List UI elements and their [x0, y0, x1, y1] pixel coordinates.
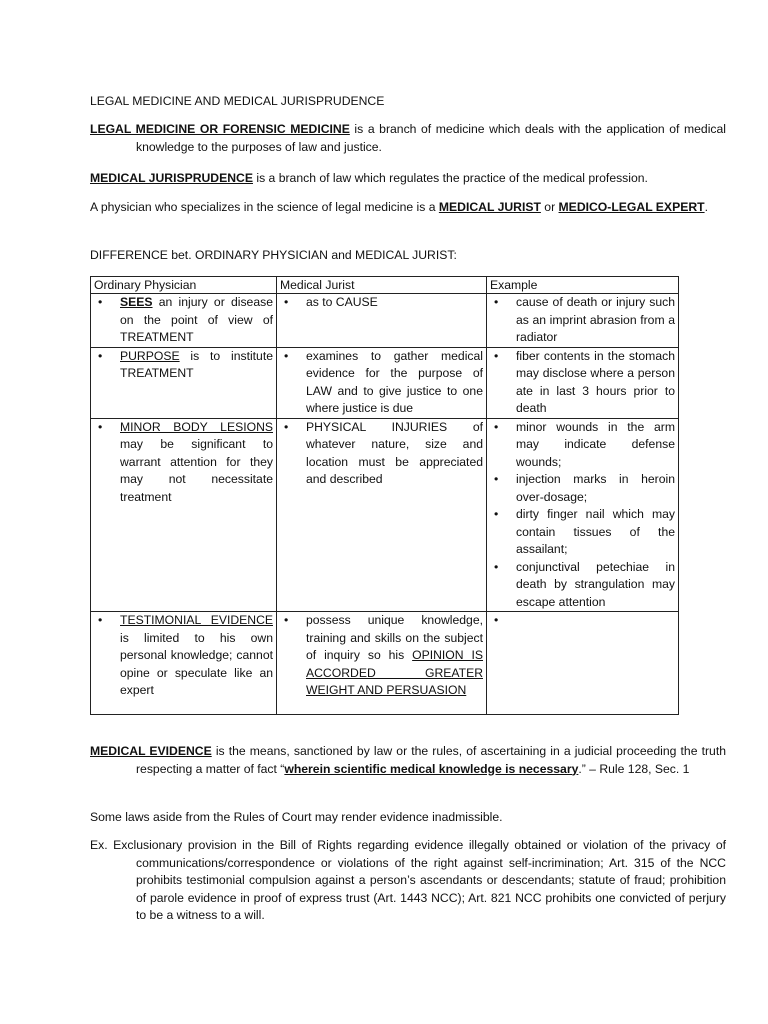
- table-cell: [91, 612, 277, 715]
- table-cell: [487, 347, 679, 418]
- difference-table: [90, 276, 679, 715]
- column-header-example: Example: [487, 277, 679, 294]
- list-item: [94, 294, 273, 347]
- definition-medical-jurist: [90, 199, 726, 217]
- table-cell: [487, 294, 679, 348]
- definition-medical-jurisprudence: [90, 170, 726, 188]
- definition-text: A physician who specializes in the science of legal medicine is a: [90, 200, 439, 214]
- definition-text: or: [540, 200, 559, 214]
- definition-text: .: [704, 200, 708, 214]
- list-item: • conjunctival petechiae in death by strangulation may escape attention: [490, 559, 675, 612]
- table-cell: [91, 418, 277, 612]
- table-header-row: [91, 277, 679, 294]
- difference-heading: DIFFERENCE bet. ORDINARY PHYSICIAN and MEDICAL JURIST:: [90, 248, 457, 262]
- list-item: [94, 612, 273, 700]
- table-cell: [277, 347, 487, 418]
- definition-text: is the means, sanctioned by law or the rules, of ascertaining in a judicial proceeding the truth respecting a matter of fact “: [136, 744, 726, 776]
- table-cell: [277, 294, 487, 348]
- column-header-ordinary-physician: Ordinary Physician: [91, 277, 277, 294]
- table-row: [91, 347, 679, 418]
- term-medical-jurisprudence: MEDICAL JURISPRUDENCE: [90, 171, 253, 185]
- table-cell: [277, 418, 487, 612]
- cell-text: possess unique knowledge, training and skills on the subject of inquiry so his: [306, 613, 483, 662]
- list-item: • as to CAUSE: [280, 294, 483, 312]
- table-row: [91, 612, 679, 715]
- term-medico-legal-expert: MEDICO-LEGAL EXPERT: [558, 200, 705, 214]
- term-legal-medicine: LEGAL MEDICINE OR FORENSIC MEDICINE: [90, 122, 350, 136]
- cell-text: is to institute TREATMENT: [120, 348, 273, 380]
- key-term: OPINION IS ACCORDED GREATER WEIGHT AND PERSUASION: [306, 648, 484, 697]
- list-item: • examines to gather medical evidence for the purpose of LAW and to give justice to one where justice is due: [280, 348, 483, 418]
- column-header-medical-jurist: Medical Jurist: [277, 277, 487, 294]
- table-cell: [91, 347, 277, 418]
- list-item: [280, 612, 483, 700]
- definition-text: is a branch of law which regulates the practice of the medical profession.: [252, 171, 648, 185]
- cell-text: is limited to his own personal knowledge; cannot opine or speculate like an expert: [120, 630, 273, 697]
- table-cell: [487, 612, 679, 715]
- definition-text: is a branch of medicine which deals with the application of medical knowledge to the purposes of law and justice.: [136, 122, 726, 154]
- term-medical-evidence: MEDICAL EVIDENCE: [90, 744, 212, 758]
- paragraph-inadmissible: Some laws aside from the Rules of Court may render evidence inadmissible.: [90, 810, 503, 824]
- paragraph-example: Ex. Exclusionary provision in the Bill of Rights regarding evidence illegally obtained or violation of the privacy of communications/correspondence or violations of the right against self-incrimination; Art. 315 of the NCC prohibits testimonial compulsion against a person’s ascendants or descendants; statute of fraud; prohibition of parole evidence in proof of express trust (Art. 1443 NCC); Art. 821 NCC prohibits one convicted of perjury to be a witness to a will.: [90, 838, 726, 922]
- list-item: • fiber contents in the stomach may disclose where a person ate in last 3 hours prior to death: [490, 348, 675, 418]
- table-row: [91, 294, 679, 348]
- list-item: • cause of death or injury such as an imprint abrasion from a radiator: [490, 294, 675, 347]
- key-term: TESTIMONIAL EVIDENCE: [120, 613, 273, 627]
- definition-legal-medicine: [90, 121, 726, 156]
- key-term: SEES: [120, 295, 153, 309]
- citation: .” – Rule 128, Sec. 1: [578, 761, 690, 776]
- table-cell: [277, 612, 487, 715]
- table-row: [91, 418, 679, 612]
- quoted-phrase: wherein scientific medical knowledge is necessary: [284, 761, 579, 776]
- list-item: [94, 419, 273, 507]
- table-cell: [91, 294, 277, 348]
- cell-text: may be significant to warrant attention for they may not necessitate treatment: [120, 437, 273, 504]
- list-item: [94, 348, 273, 383]
- list-item: • PHYSICAL INJURIES of whatever nature, size and location must be appreciated and described: [280, 419, 483, 489]
- table-cell: [487, 418, 679, 612]
- key-term: MINOR BODY LESIONS: [120, 419, 273, 434]
- list-item: • dirty finger nail which may contain tissues of the assailant;: [490, 506, 675, 559]
- definition-medical-evidence: [90, 743, 726, 778]
- list-item: • injection marks in heroin over-dosage;: [490, 471, 675, 506]
- document-title: LEGAL MEDICINE AND MEDICAL JURISPRUDENCE: [90, 94, 385, 108]
- list-item: • minor wounds in the arm may indicate defense wounds;: [490, 419, 675, 472]
- key-term: PURPOSE: [120, 348, 180, 363]
- cell-text: an injury or disease on the point of view of TREATMENT: [120, 295, 273, 344]
- term-medical-jurist: MEDICAL JURIST: [438, 200, 541, 214]
